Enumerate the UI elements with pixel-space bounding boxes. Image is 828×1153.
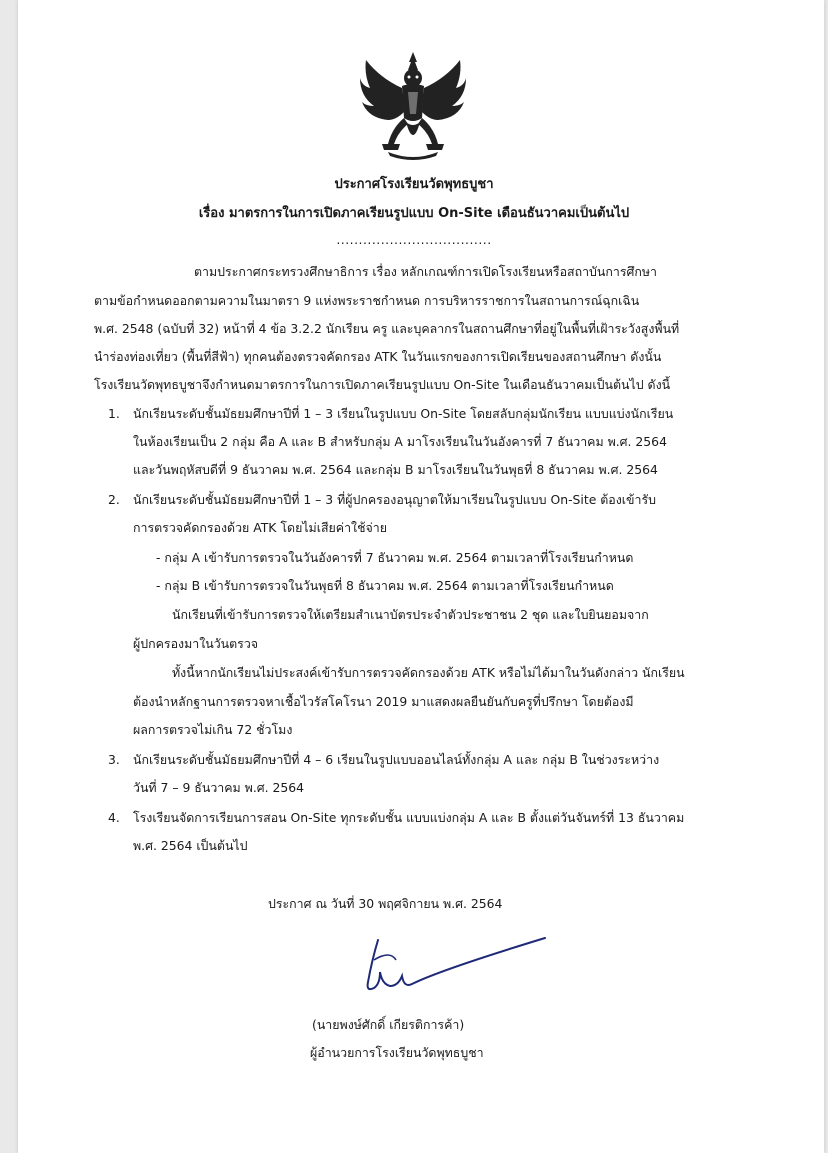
item-2-note-line: ผู้ปกครองมาในวันตรวจ — [133, 636, 259, 651]
intro-line: ตามข้อกำหนดออกตามความในมาตรา 9 แห่งพระราชกำหนด การบริหารราชการในสถานการณ์ฉุกเฉิน — [94, 293, 640, 308]
announcement-date: ประกาศ ณ วันที่ 30 พฤศจิกายน พ.ศ. 2564 — [268, 896, 503, 911]
item-2-subitem: - กลุ่ม A เข้ารับการตรวจในวันอังคารที่ 7 ธันวาคม พ.ศ. 2564 ตามเวลาที่โรงเรียนกำหนด — [156, 550, 634, 565]
item-number: 1. — [108, 406, 120, 421]
item-2-line: การตรวจคัดกรองด้วย ATK โดยไม่เสียค่าใช้จ่าย — [133, 520, 387, 535]
item-1-line: นักเรียนระดับชั้นมัธยมศึกษาปีที่ 1 – 3 เรียนในรูปแบบ On-Site โดยสลับกลุ่มนักเรียน แบบแบ่งนักเรียน — [133, 406, 674, 421]
item-2-note-line: ทั้งนี้หากนักเรียนไม่ประสงค์เข้ารับการตรวจคัดกรองด้วย ATK หรือไม่ได้มาในวันดังกล่าว นักเรียน — [172, 665, 685, 680]
title-divider: ................................... — [336, 232, 492, 247]
signer-name: (นายพงษ์ศักดิ์ เกียรติการค้า) — [312, 1017, 465, 1032]
intro-line: พ.ศ. 2548 (ฉบับที่ 32) หน้าที่ 4 ข้อ 3.2.2 นักเรียน ครู และบุคลากรในสถานศึกษาที่อยู่ในพื้นที่เฝ้าระวังสูงพื้นที่ — [94, 321, 680, 336]
item-number: 4. — [108, 810, 120, 825]
item-2-subitem: - กลุ่ม B เข้ารับการตรวจในวันพุธที่ 8 ธันวาคม พ.ศ. 2564 ตามเวลาที่โรงเรียนกำหนด — [156, 578, 614, 593]
item-2-line: นักเรียนระดับชั้นมัธยมศึกษาปีที่ 1 – 3 ที่ผู้ปกครองอนุญาตให้มาเรียนในรูปแบบ On-Site ต้องเข้ารับ — [133, 492, 656, 507]
item-3-line: นักเรียนระดับชั้นมัธยมศึกษาปีที่ 4 – 6 เรียนในรูปแบบออนไลน์ทั้งกลุ่ม A และ กลุ่ม B ในช่วงระหว่าง — [133, 752, 660, 767]
item-2-note-line: ผลการตรวจไม่เกิน 72 ชั่วโมง — [133, 722, 293, 737]
item-2-note-line: นักเรียนที่เข้ารับการตรวจให้เตรียมสำเนาบัตรประจำตัวประชาชน 2 ชุด และใบยินยอมจาก — [172, 607, 649, 622]
item-1-line: ในห้องเรียนเป็น 2 กลุ่ม คือ A และ B สำหรับกลุ่ม A มาโรงเรียนในวันอังคารที่ 7 ธันวาคม พ.ศ. 2564 — [133, 434, 667, 449]
document-subject: เรื่อง มาตรการในการเปิดภาคเรียนรูปแบบ On-Site เดือนธันวาคมเป็นต้นไป — [198, 206, 630, 221]
intro-line: ตามประกาศกระทรวงศึกษาธิการ เรื่อง หลักเกณฑ์การเปิดโรงเรียนหรือสถาบันการศึกษา — [194, 264, 657, 279]
intro-line: นำร่องท่องเที่ยว (พื้นที่สีฟ้า) ทุกคนต้องตรวจคัดกรอง ATK ในวันแรกของการเปิดเรียนของสถานศึกษา ดังนั้น — [94, 349, 662, 364]
item-number: 3. — [108, 752, 120, 767]
item-4-line: พ.ศ. 2564 เป็นต้นไป — [133, 838, 248, 853]
item-number: 2. — [108, 492, 120, 507]
document-title: ประกาศโรงเรียนวัดพุทธบูชา — [334, 177, 494, 192]
signer-title: ผู้อำนวยการโรงเรียนวัดพุทธบูชา — [310, 1045, 484, 1060]
item-2-note-line: ต้องนำหลักฐานการตรวจหาเชื้อไวรัสโคโรนา 2019 มาแสดงผลยืนยันกับครูที่ปรึกษา โดยต้องมี — [133, 694, 634, 709]
handwritten-signature — [350, 930, 550, 1010]
item-3-line: วันที่ 7 – 9 ธันวาคม พ.ศ. 2564 — [133, 780, 305, 795]
item-1-line: และวันพฤหัสบดีที่ 9 ธันวาคม พ.ศ. 2564 และกลุ่ม B มาโรงเรียนในวันพุธที่ 8 ธันวาคม พ.ศ. 2564 — [133, 462, 658, 477]
item-4-line: โรงเรียนจัดการเรียนการสอน On-Site ทุกระดับชั้น แบบแบ่งกลุ่ม A และ B ตั้งแต่วันจันทร์ที่ 13 ธันวาคม — [133, 810, 685, 825]
intro-line: โรงเรียนวัดพุทธบูชาจึงกำหนดมาตรการในการเปิดภาคเรียนรูปแบบ On-Site ในเดือนธันวาคมเป็นต้นไป ดังนี้ — [94, 377, 671, 392]
garuda-emblem-icon — [358, 48, 468, 164]
